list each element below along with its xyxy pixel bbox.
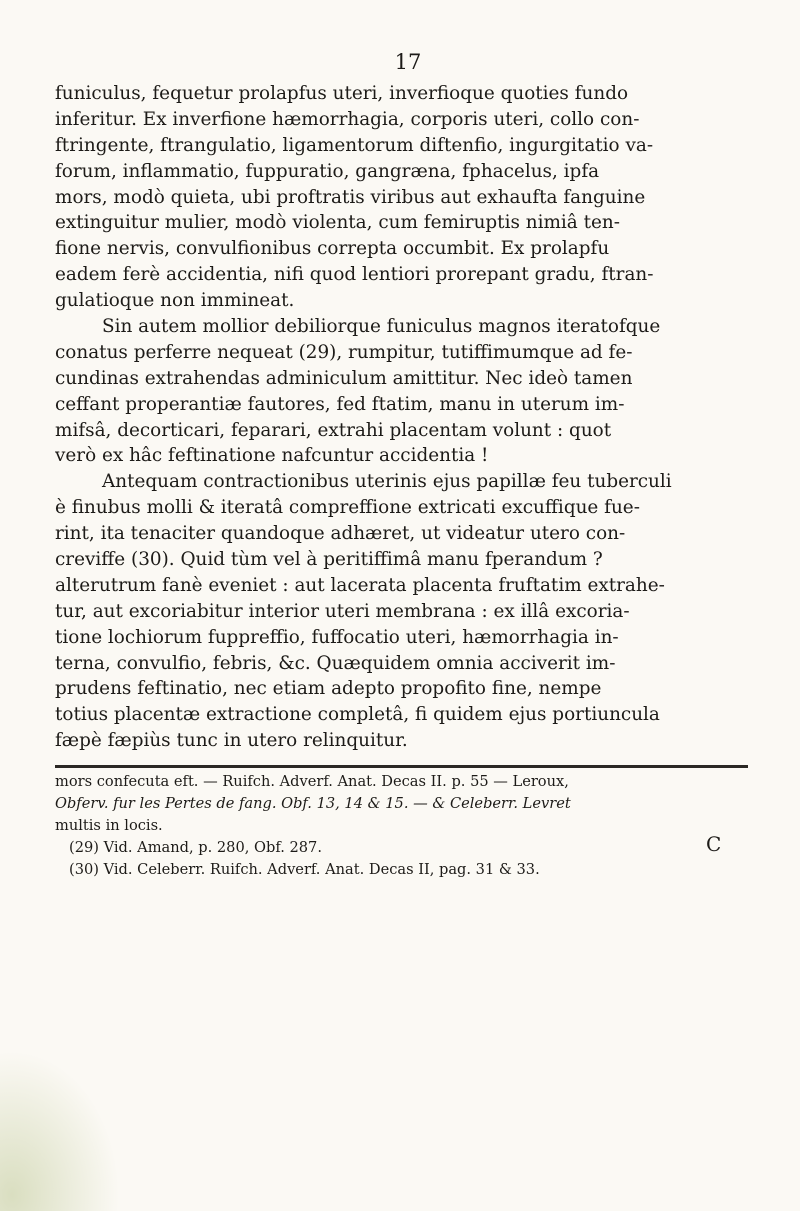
text-line: fæpè fæpiùs tunc in utero relinquitur. xyxy=(55,730,408,752)
text-line: forum, inflammatio, fuppuratio, gangræna, fphacelus, ipfa xyxy=(55,160,600,182)
text-line: creviffe (30). Quid tùm vel à peritiffimâ manu fperandum ? xyxy=(55,549,603,571)
text-line: mifsâ, decorticari, feparari, extrahi placentam volunt : quot xyxy=(55,419,612,441)
footnote-divider xyxy=(55,765,748,768)
text-line: ceffant properantiæ fautores, fed ftatim, manu in uterum im- xyxy=(55,393,625,415)
text-line: conatus perferre nequeat (29), rumpitur, tutiffimumque ad fe- xyxy=(55,341,633,363)
text-line: alterutrum fanè eveniet : aut lacerata placenta fruftatim extrahe- xyxy=(55,574,665,596)
text-line: gulatioque non immineat. xyxy=(55,290,295,312)
paper-stain xyxy=(0,1050,120,1211)
footnotes xyxy=(55,771,755,881)
page-number: 17 xyxy=(394,50,422,74)
text-line: è finubus molli & iteratâ compreffione extricati excuffique fue- xyxy=(55,497,640,519)
text-line: fione nervis, convulfionibus correpta occumbit. Ex prolapfu xyxy=(55,238,610,260)
text-line: cundinas extrahendas adminiculum amittitur. Nec ideò tamen xyxy=(55,367,633,389)
text-line: extinguitur mulier, modò violenta, cum femiruptis nimiâ ten- xyxy=(55,212,620,234)
text-line: mors, modò quieta, ubi proftratis viribus aut exhaufta fanguine xyxy=(55,186,646,208)
footnote-line: mors confecuta eft. — Ruifch. Adverf. Anat. Decas II. p. 55 — Leroux, xyxy=(55,773,569,790)
text-line: totius placentæ extractione completâ, fi quidem ejus portiuncula xyxy=(55,704,660,726)
paragraph-first-line: Antequam contractionibus uterinis ejus papillæ feu tuberculi xyxy=(102,471,672,493)
text-line: eadem ferè accidentia, nifi quod lentiori prorepant gradu, ftran- xyxy=(55,264,654,286)
footnote-line: (30) Vid. Celeberr. Ruifch. Adverf. Anat. Decas II, pag. 31 & 33. xyxy=(69,861,540,878)
footnote-line: multis in locis. xyxy=(55,817,163,834)
text-line: terna, convulfio, febris, &c. Quæquidem omnia acciverit im- xyxy=(55,652,616,674)
signature-mark: C xyxy=(706,832,722,856)
text-line: verò ex hâc feftinatione nafcuntur accidentia ! xyxy=(55,445,489,467)
main-text xyxy=(55,81,745,754)
text-line: tione lochiorum fuppreffio, fuffocatio uteri, hæmorrhagia in- xyxy=(55,626,619,648)
text-line: prudens feftinatio, nec etiam adepto propofito fine, nempe xyxy=(55,678,602,700)
text-line: rint, ita tenaciter quandoque adhæret, ut videatur utero con- xyxy=(55,523,626,545)
text-line: ftringente, ftrangulatio, ligamentorum diftenfio, ingurgitatio va- xyxy=(55,134,654,156)
text-line: funiculus, fequetur prolapfus uteri, inverfioque quoties fundo xyxy=(55,83,629,104)
text-line: inferitur. Ex inverfione hæmorrhagia, corporis uteri, collo con- xyxy=(55,108,640,130)
text-line: tur, aut excoriabitur interior uteri membrana : ex illâ excoria- xyxy=(55,600,630,622)
footnote-line: (29) Vid. Amand, p. 280, Obf. 287. xyxy=(69,839,322,856)
footnote-line: Obferv. fur les Pertes de fang. Obf. 13, 14 & 15. — & Celeberr. Levret xyxy=(55,795,571,812)
paragraph-first-line: Sin autem mollior debiliorque funiculus magnos iteratofque xyxy=(102,316,661,338)
